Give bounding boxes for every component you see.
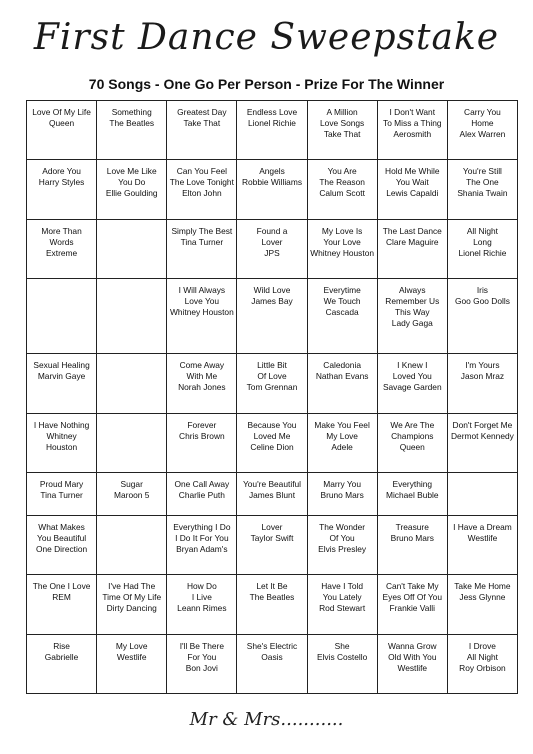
page-subtitle: 70 Songs - One Go Per Person - Prize For The Winner: [88, 76, 445, 92]
song-cell-line: Can You Feel: [176, 166, 227, 177]
song-cell-line: Queen: [399, 441, 425, 452]
song-cell-line: I Have a Dream: [453, 522, 512, 533]
song-cell-line: Extreme: [45, 247, 78, 258]
song-cell-line: Elton John: [182, 188, 222, 199]
song-cell-line: You're Still: [462, 166, 502, 177]
song-cell-line: She's Electric: [246, 640, 298, 651]
song-cell[interactable]: [167, 354, 237, 413]
song-cell-line: Champions: [391, 430, 434, 441]
song-cell[interactable]: [237, 160, 307, 219]
song-cell-line: You're Beautiful: [242, 479, 302, 490]
song-cell-line: Lionel Richie: [458, 247, 507, 258]
song-cell[interactable]: [307, 354, 377, 413]
song-cell-line: Your Love: [323, 236, 361, 247]
song-cell-line: The Beatles: [249, 592, 295, 603]
song-cell-line: One Call Away: [174, 479, 230, 490]
song-cell-line: Chris Brown: [179, 430, 225, 441]
song-cell-line: She: [334, 640, 350, 651]
song-cell-line: One Direction: [35, 544, 88, 555]
song-cell-line: Caledonia: [323, 360, 361, 371]
empty-cell[interactable]: [27, 278, 97, 354]
song-cell-line: My Love: [115, 640, 148, 651]
song-cell-line: Westlife: [116, 651, 147, 662]
song-cell[interactable]: [167, 160, 237, 219]
song-cell-line: Michael Buble: [385, 490, 439, 501]
song-cell-line: Something: [111, 107, 152, 117]
song-cell-line: Hold Me While: [385, 166, 440, 177]
song-cell-line: Wanna Grow: [387, 640, 437, 651]
empty-cell[interactable]: [97, 219, 167, 278]
song-cell[interactable]: [377, 278, 447, 354]
song-cell-line: This Way: [394, 306, 430, 317]
song-cell-line: Take That: [183, 118, 221, 128]
song-cell[interactable]: [307, 634, 377, 693]
song-cell-line: Bruno Mars: [320, 490, 364, 501]
song-cell-line: Whitney Houston: [169, 306, 234, 317]
song-cell-line: The Reason: [319, 177, 365, 188]
song-cell-line: I Have Nothing: [33, 419, 90, 430]
song-cell[interactable]: [237, 354, 307, 413]
song-cell[interactable]: [307, 101, 377, 160]
song-cell-line: Let It Be: [256, 581, 288, 592]
song-cell-line: Goo Goo Dolls: [454, 295, 510, 306]
grid-row: [27, 354, 518, 413]
song-cell[interactable]: [447, 634, 517, 693]
song-cell-line: Rod Stewart: [319, 603, 366, 614]
song-cell-line: Everything I Do: [173, 522, 231, 533]
song-cell[interactable]: [377, 473, 447, 516]
song-cell-line: Wild Love: [253, 284, 291, 295]
grid-row: [27, 278, 518, 354]
song-cell-line: I've Had The: [108, 581, 156, 592]
song-cell-line: Don't Forget Me: [452, 419, 513, 430]
song-cell-line: To Miss a Thing: [383, 118, 442, 128]
song-cell[interactable]: [447, 413, 517, 472]
song-cell[interactable]: [167, 634, 237, 693]
song-cell-line: Treasure: [395, 522, 429, 533]
song-cell-line: Shania Twain: [457, 188, 508, 199]
song-cell[interactable]: [97, 160, 167, 219]
song-cell-line: Queen: [48, 118, 75, 128]
song-cell-line: Love Songs: [320, 118, 365, 128]
song-cell-line: James Blunt: [248, 490, 296, 501]
song-cell[interactable]: [377, 354, 447, 413]
song-cell[interactable]: [237, 634, 307, 693]
song-cell-line: Old With You: [388, 651, 437, 662]
signature-line: Mr & Mrs...........: [189, 709, 344, 730]
song-cell-line: You Are: [327, 166, 357, 177]
song-cell[interactable]: [447, 101, 517, 160]
song-cell-line: Roy Orbison: [459, 662, 506, 673]
song-cell-line: Home: [471, 118, 494, 128]
song-cell-line: You Wait: [395, 177, 429, 188]
song-cell-line: Harry Styles: [38, 177, 85, 188]
song-cell[interactable]: [237, 278, 307, 354]
song-cell-line: Tina Turner: [180, 236, 224, 247]
song-cell-line: Because You: [247, 419, 297, 430]
song-cell-line: Little Bit: [257, 360, 287, 371]
song-cell-line: Adore You: [42, 166, 81, 177]
song-cell[interactable]: [447, 354, 517, 413]
song-cell-line: Maroon 5: [114, 490, 150, 501]
song-cell-line: Eyes Off Of You: [382, 592, 442, 603]
song-cell[interactable]: [97, 101, 167, 160]
song-cell[interactable]: [167, 219, 237, 278]
song-cell[interactable]: [27, 473, 97, 516]
song-cell[interactable]: [27, 354, 97, 413]
song-cell[interactable]: [27, 160, 97, 219]
song-cell-line: Gabrielle: [44, 651, 79, 662]
song-cell-line: What Makes: [38, 522, 85, 533]
song-cell-line: Clare Maguire: [385, 236, 439, 247]
song-cell-line: Houston: [45, 441, 78, 452]
song-cell-line: We Touch: [323, 295, 361, 306]
song-cell[interactable]: [167, 278, 237, 354]
song-cell[interactable]: [237, 516, 307, 575]
song-cell-line: Lover: [261, 236, 283, 247]
song-cell-line: Savage Garden: [382, 382, 442, 393]
song-cell[interactable]: [447, 219, 517, 278]
song-cell-line: Sexual Healing: [33, 360, 90, 371]
empty-cell[interactable]: [97, 354, 167, 413]
song-cell[interactable]: [307, 160, 377, 219]
song-cell-line: How Do: [186, 581, 217, 592]
song-cell[interactable]: [237, 219, 307, 278]
song-cell-line: Everytime: [323, 284, 361, 295]
empty-cell[interactable]: [97, 413, 167, 472]
song-cell-line: The One I Love: [32, 581, 91, 592]
song-cell-line: The Last Dance: [382, 225, 442, 236]
song-cell[interactable]: [447, 278, 517, 354]
song-cell-line: Tina Turner: [40, 490, 83, 501]
song-cell-line: Loved Me: [253, 430, 291, 441]
song-cell-line: REM: [52, 592, 71, 603]
song-cell-line: Jess Glynne: [459, 592, 506, 603]
song-cell-line: Lewis Capaldi: [386, 188, 439, 199]
song-cell[interactable]: [97, 473, 167, 516]
song-cell-line: Make You Feel: [314, 419, 370, 430]
song-cell[interactable]: [377, 160, 447, 219]
song-cell[interactable]: [447, 575, 517, 634]
song-cell-line: Elvis Costello: [316, 651, 368, 662]
song-cell-line: Lady Gaga: [391, 317, 433, 328]
song-cell[interactable]: [167, 516, 237, 575]
song-cell-line: Bryan Adam's: [176, 544, 228, 555]
song-cell[interactable]: [27, 575, 97, 634]
song-cell-line: Nathan Evans: [315, 371, 369, 382]
song-cell[interactable]: [167, 575, 237, 634]
song-cell[interactable]: [167, 473, 237, 516]
song-cell-line: A Million: [326, 107, 358, 117]
song-cell-line: I Drove: [468, 640, 496, 651]
empty-cell[interactable]: [97, 278, 167, 354]
song-cell-line: Westlife: [397, 662, 428, 673]
song-cell[interactable]: [447, 160, 517, 219]
song-cell-line: Frankie Valli: [389, 603, 435, 614]
song-cell[interactable]: [307, 278, 377, 354]
song-cell-line: All Night: [466, 225, 499, 236]
song-cell-line: JPS: [264, 247, 280, 258]
song-cell[interactable]: [307, 575, 377, 634]
song-cell-line: With Me: [186, 371, 218, 382]
song-cell-line: Ellie Goulding: [105, 188, 158, 199]
song-cell[interactable]: [27, 516, 97, 575]
song-cell-line: Lover: [261, 522, 283, 533]
song-cell[interactable]: [377, 219, 447, 278]
song-cell[interactable]: [377, 634, 447, 693]
song-cell-line: Greatest Day: [177, 107, 227, 117]
song-cell-line: Take That: [323, 129, 361, 139]
song-cell[interactable]: [237, 101, 307, 160]
song-cell-line: Forever: [187, 419, 217, 430]
song-cell[interactable]: [377, 413, 447, 472]
song-cell[interactable]: [97, 575, 167, 634]
song-cell-line: Dirty Dancing: [106, 603, 157, 614]
song-cell-line: Of You: [329, 533, 355, 544]
grid-row: [27, 160, 518, 219]
song-cell-line: James Bay: [251, 295, 293, 306]
song-cell-line: Taylor Swift: [250, 533, 294, 544]
empty-cell[interactable]: [447, 473, 517, 516]
song-cell-line: Long: [473, 236, 492, 247]
grid-row: [27, 473, 518, 516]
song-cell[interactable]: [307, 516, 377, 575]
song-cell[interactable]: [27, 413, 97, 472]
song-cell-line: Love Of My Life: [32, 107, 91, 117]
song-cell-line: You Lately: [322, 592, 362, 603]
song-cell[interactable]: [377, 516, 447, 575]
song-cell-line: I Do It For You: [175, 533, 229, 544]
song-cell-line: All Night: [466, 651, 499, 662]
song-cell-line: Leann Rimes: [177, 603, 227, 614]
song-cell[interactable]: [307, 413, 377, 472]
song-cell-line: Rise: [53, 640, 70, 651]
song-cell-line: Loved You: [392, 371, 432, 382]
song-cell-line: Whitney Houston: [310, 247, 375, 258]
song-cell[interactable]: [167, 101, 237, 160]
song-cell-line: Robbie Williams: [241, 177, 303, 188]
song-cell-line: Bruno Mars: [390, 533, 434, 544]
song-cell[interactable]: [27, 634, 97, 693]
song-cell-line: My Love: [326, 430, 358, 441]
song-cell-line: Everything: [392, 479, 433, 490]
song-cell-line: Take Me Home: [454, 581, 511, 592]
grid-row: [27, 516, 518, 575]
grid-row: [27, 413, 518, 472]
song-cell-line: Always: [399, 284, 426, 295]
song-cell-line: Sugar: [120, 479, 143, 490]
song-cell[interactable]: [237, 473, 307, 516]
song-cell-line: Time Of My Life: [102, 592, 162, 603]
song-cell-line: Words: [49, 236, 74, 247]
song-cell-line: Elvis Presley: [318, 544, 367, 555]
page-title: First Dance Sweepstake: [33, 17, 500, 58]
song-cell[interactable]: [377, 575, 447, 634]
song-cell-line: I Live: [191, 592, 212, 603]
song-cell-line: Proud Mary: [39, 479, 84, 490]
song-cell[interactable]: [27, 101, 97, 160]
song-cell-line: Simply The Best: [171, 225, 233, 236]
song-cell-line: Lionel Richie: [248, 118, 296, 128]
grid-row: [27, 219, 518, 278]
song-cell-line: Aerosmith: [393, 129, 432, 139]
song-cell-line: Whitney: [46, 430, 77, 441]
song-cell-line: Love Me Like: [106, 166, 157, 177]
song-cell-line: Love You: [184, 295, 220, 306]
song-cell-line: Tom Grennan: [246, 382, 298, 393]
song-cell[interactable]: [377, 101, 447, 160]
song-cell[interactable]: [447, 516, 517, 575]
song-cell-line: We Are The: [390, 419, 435, 430]
song-cell-line: The Love Tonight: [169, 177, 234, 188]
song-cell-line: Bon Jovi: [185, 662, 218, 673]
song-cell-line: The Beatles: [109, 118, 155, 128]
song-cell-line: Iris: [476, 284, 488, 295]
song-cell-line: The One: [466, 177, 499, 188]
song-cell[interactable]: [307, 219, 377, 278]
song-cell-line: My Love Is: [321, 225, 363, 236]
song-cell-line: Oasis: [261, 651, 283, 662]
song-cell-line: You Beautiful: [37, 533, 87, 544]
song-cell-line: Of Love: [257, 371, 287, 382]
song-cell-line: More Than: [41, 225, 82, 236]
song-cell-line: Dermot Kennedy: [450, 430, 514, 441]
song-cell-line: Cascada: [325, 306, 359, 317]
sweepstake-grid: [26, 100, 518, 694]
song-cell[interactable]: [237, 575, 307, 634]
song-cell[interactable]: [27, 219, 97, 278]
grid-row: [27, 101, 518, 160]
song-cell-line: Marvin Gaye: [37, 371, 86, 382]
song-cell[interactable]: [307, 473, 377, 516]
song-cell-line: I Don't Want: [389, 107, 436, 117]
song-cell-line: Carry You: [464, 107, 501, 117]
song-cell-line: I Will Always: [178, 284, 226, 295]
song-cell-line: Remember Us: [385, 295, 440, 306]
grid-row: [27, 634, 518, 693]
empty-cell[interactable]: [97, 516, 167, 575]
song-cell-line: Come Away: [179, 360, 225, 371]
song-cell-line: The Wonder: [319, 522, 366, 533]
song-cell-line: Marry You: [323, 479, 361, 490]
song-cell-line: Found a: [256, 225, 288, 236]
song-cell-line: Westlife: [467, 533, 498, 544]
song-cell-line: Charlie Puth: [178, 490, 225, 501]
song-cell-line: Angels: [259, 166, 285, 177]
song-cell[interactable]: [97, 634, 167, 693]
song-cell-line: Can't Take My: [385, 581, 439, 592]
song-cell-line: For You: [187, 651, 217, 662]
song-cell-line: Endless Love: [246, 107, 298, 117]
song-cell[interactable]: [237, 413, 307, 472]
song-cell-line: I'm Yours: [465, 360, 500, 371]
song-cell[interactable]: [167, 413, 237, 472]
song-cell-line: Jason Mraz: [460, 371, 505, 382]
song-cell-line: Norah Jones: [178, 382, 226, 393]
song-cell-line: Alex Warren: [459, 129, 506, 139]
song-cell-line: You Do: [118, 177, 146, 188]
song-cell-line: Celine Dion: [250, 441, 294, 452]
song-cell-line: Calum Scott: [319, 188, 365, 199]
grid-row: [27, 575, 518, 634]
song-cell-line: Adele: [331, 441, 353, 452]
song-cell-line: I Knew I: [397, 360, 428, 371]
song-cell-line: I'll Be There: [179, 640, 224, 651]
song-cell-line: Have I Told: [321, 581, 363, 592]
